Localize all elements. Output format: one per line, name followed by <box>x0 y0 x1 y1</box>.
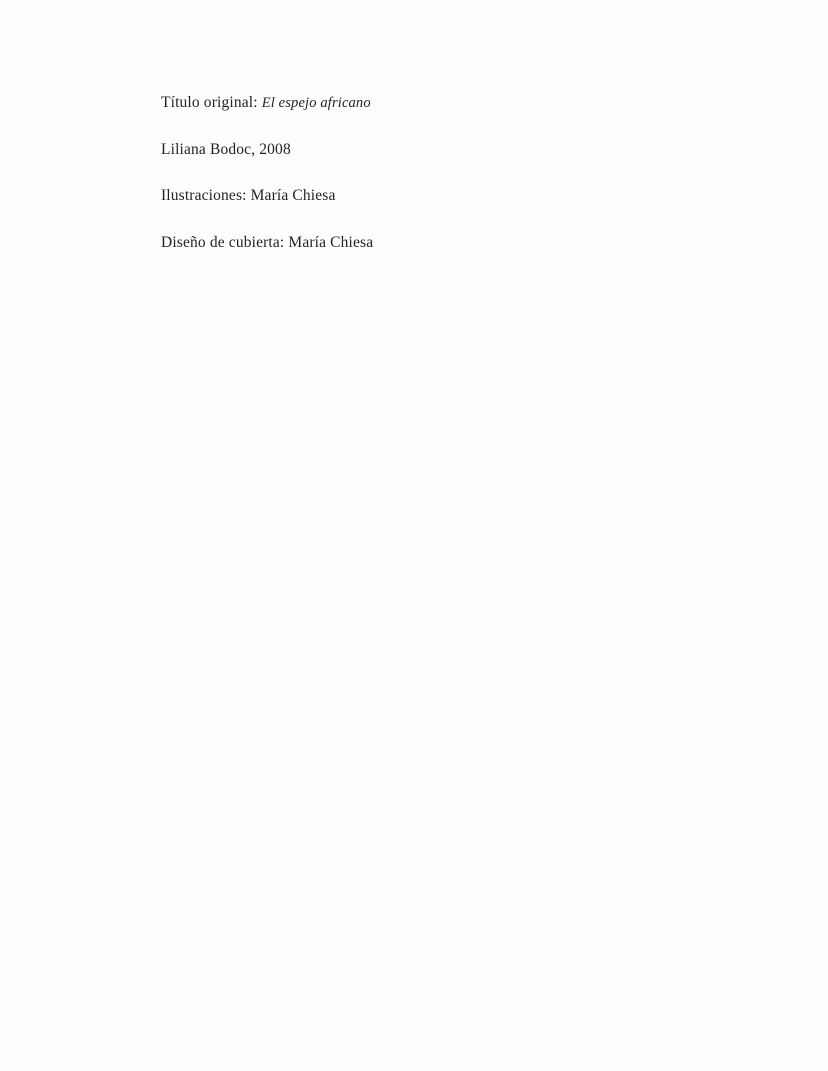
original-title-value: El espejo africano <box>261 95 371 111</box>
original-title-line <box>161 94 681 113</box>
cover-design-line: Diseño de cubierta: María Chiesa <box>161 233 374 251</box>
credits-block <box>161 94 681 252</box>
illustrations-line: Ilustraciones: María Chiesa <box>161 187 336 205</box>
original-title-label: Título original: <box>161 94 258 111</box>
author-line: Liliana Bodoc, 2008 <box>161 140 291 158</box>
